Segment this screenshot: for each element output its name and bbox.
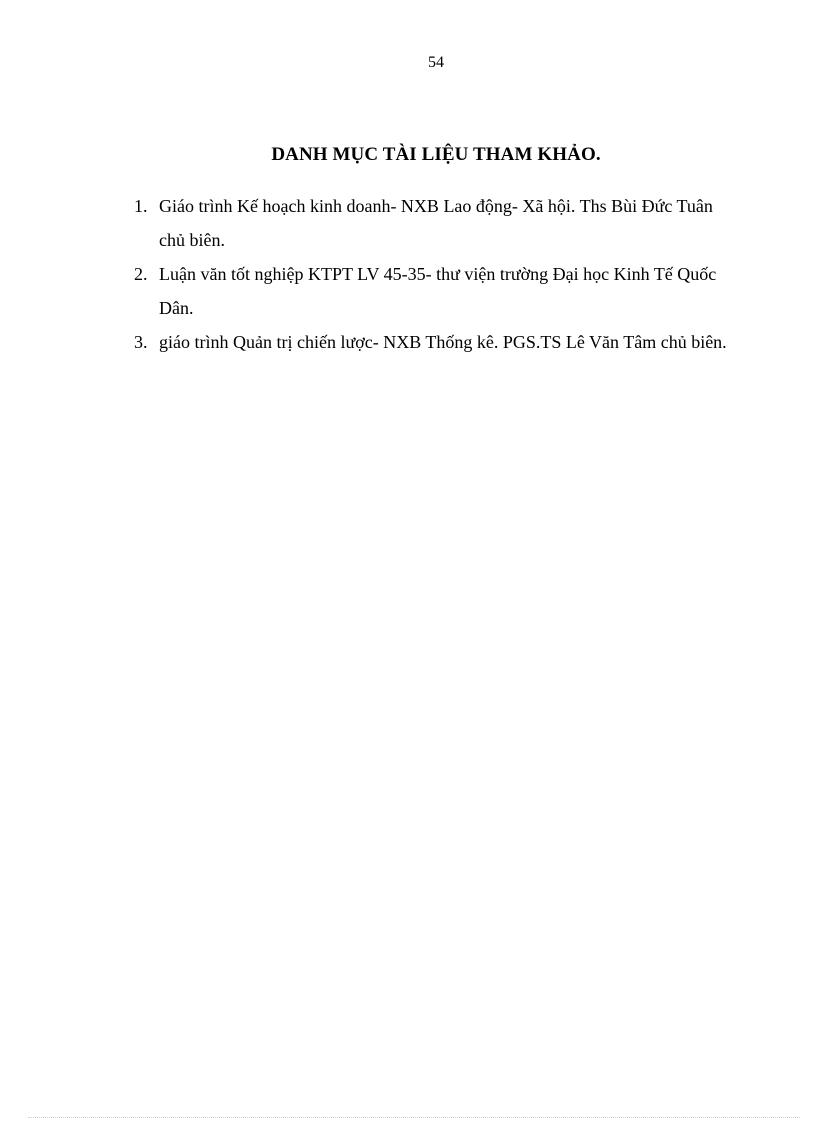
page-bottom-rule: [28, 1117, 800, 1118]
reference-list: [134, 189, 754, 359]
reference-text: Luận văn tốt nghiệp KTPT LV 45-35- thư viện trường Đại học Kinh Tế Quốc Dân.: [159, 264, 717, 318]
reference-item: [134, 189, 754, 257]
reference-number: 3.: [134, 332, 148, 352]
reference-text: giáo trình Quản trị chiến lược- NXB Thống kê. PGS.TS Lê Văn Tâm chủ biên.: [159, 332, 727, 352]
page-title: DANH MỤC TÀI LIỆU THAM KHẢO.: [271, 144, 601, 165]
reference-number: 2.: [134, 264, 148, 284]
reference-number: 1.: [134, 196, 148, 216]
reference-text: Giáo trình Kế hoạch kinh doanh- NXB Lao động- Xã hội. Ths Bùi Đức Tuân chủ biên.: [159, 196, 713, 250]
page-number: 54: [428, 54, 444, 71]
reference-item: [134, 257, 754, 325]
reference-item: [134, 325, 754, 359]
